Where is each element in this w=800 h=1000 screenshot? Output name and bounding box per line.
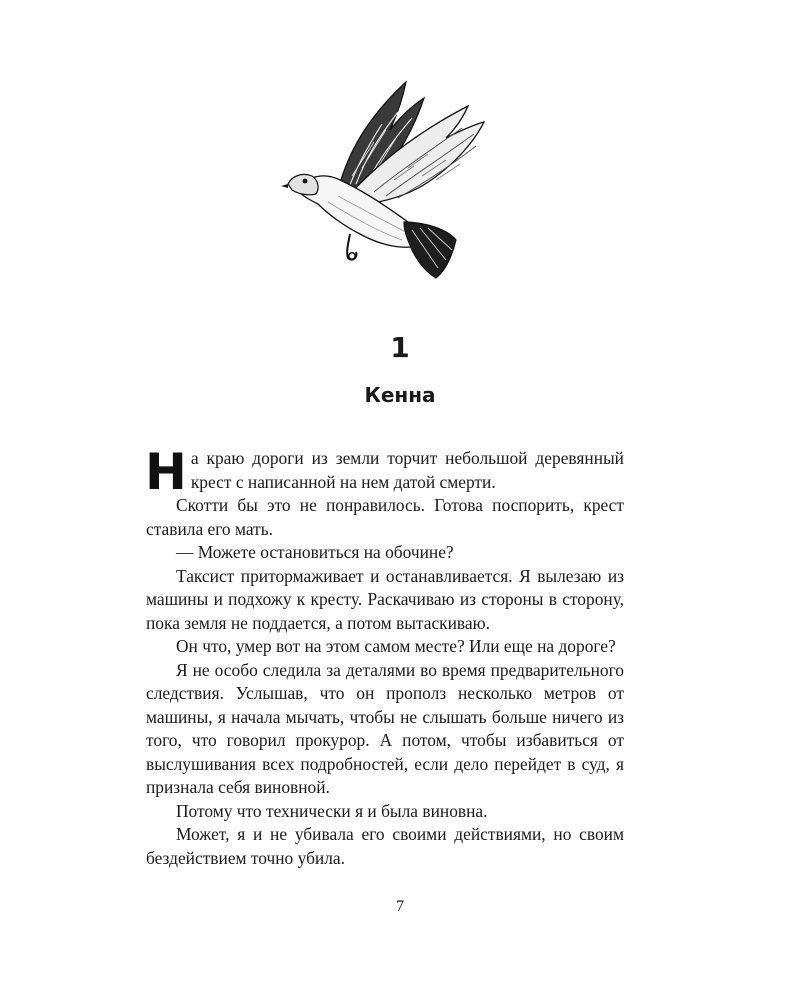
dove-illustration (278, 72, 496, 292)
paragraph: Скотти бы это не понравилось. Готова поспорить, крест ставила его мать. (146, 495, 624, 539)
chapter-number: 1 (390, 331, 410, 364)
paragraph: Он что, умер вот на этом самом месте? Или еще на дороге? (176, 636, 616, 656)
chapter-body (145, 443, 624, 870)
drop-cap: Н (145, 443, 187, 501)
page-number: 7 (396, 898, 404, 915)
paragraph: — Можете остановиться на обочине? (176, 542, 454, 562)
paragraph: Может, я и не убивала его своими действиями, но своим бездействием точно убила. (146, 824, 624, 868)
paragraph: Потому что технически я и была виновна. (176, 800, 488, 821)
paragraph-text: а краю дороги из земли торчит небольшой деревянный крест с написанной на нем датой смерти. (190, 448, 624, 492)
chapter-title: Кенна (364, 383, 436, 407)
paragraph (145, 443, 624, 501)
paragraph: Таксист притормаживает и останавливается. Я вылезаю из машины и подхожу к кресту. Раскачиваю из стороны в сторону, пока земля не поддается, а потом вытаскиваю. (146, 565, 624, 633)
paragraph: Я не особо следила за деталями во время предварительного следствия. Услышав, что он прополз несколько метров от машины, я начала мычать, чтобы не слышать больше ничего из того, что говорил прокурор. А потом, чтобы избавиться от выслушивания всех подробностей, если дело перейдет в суд, я признала себя виновной. (146, 659, 624, 797)
dove-icon (278, 72, 496, 292)
